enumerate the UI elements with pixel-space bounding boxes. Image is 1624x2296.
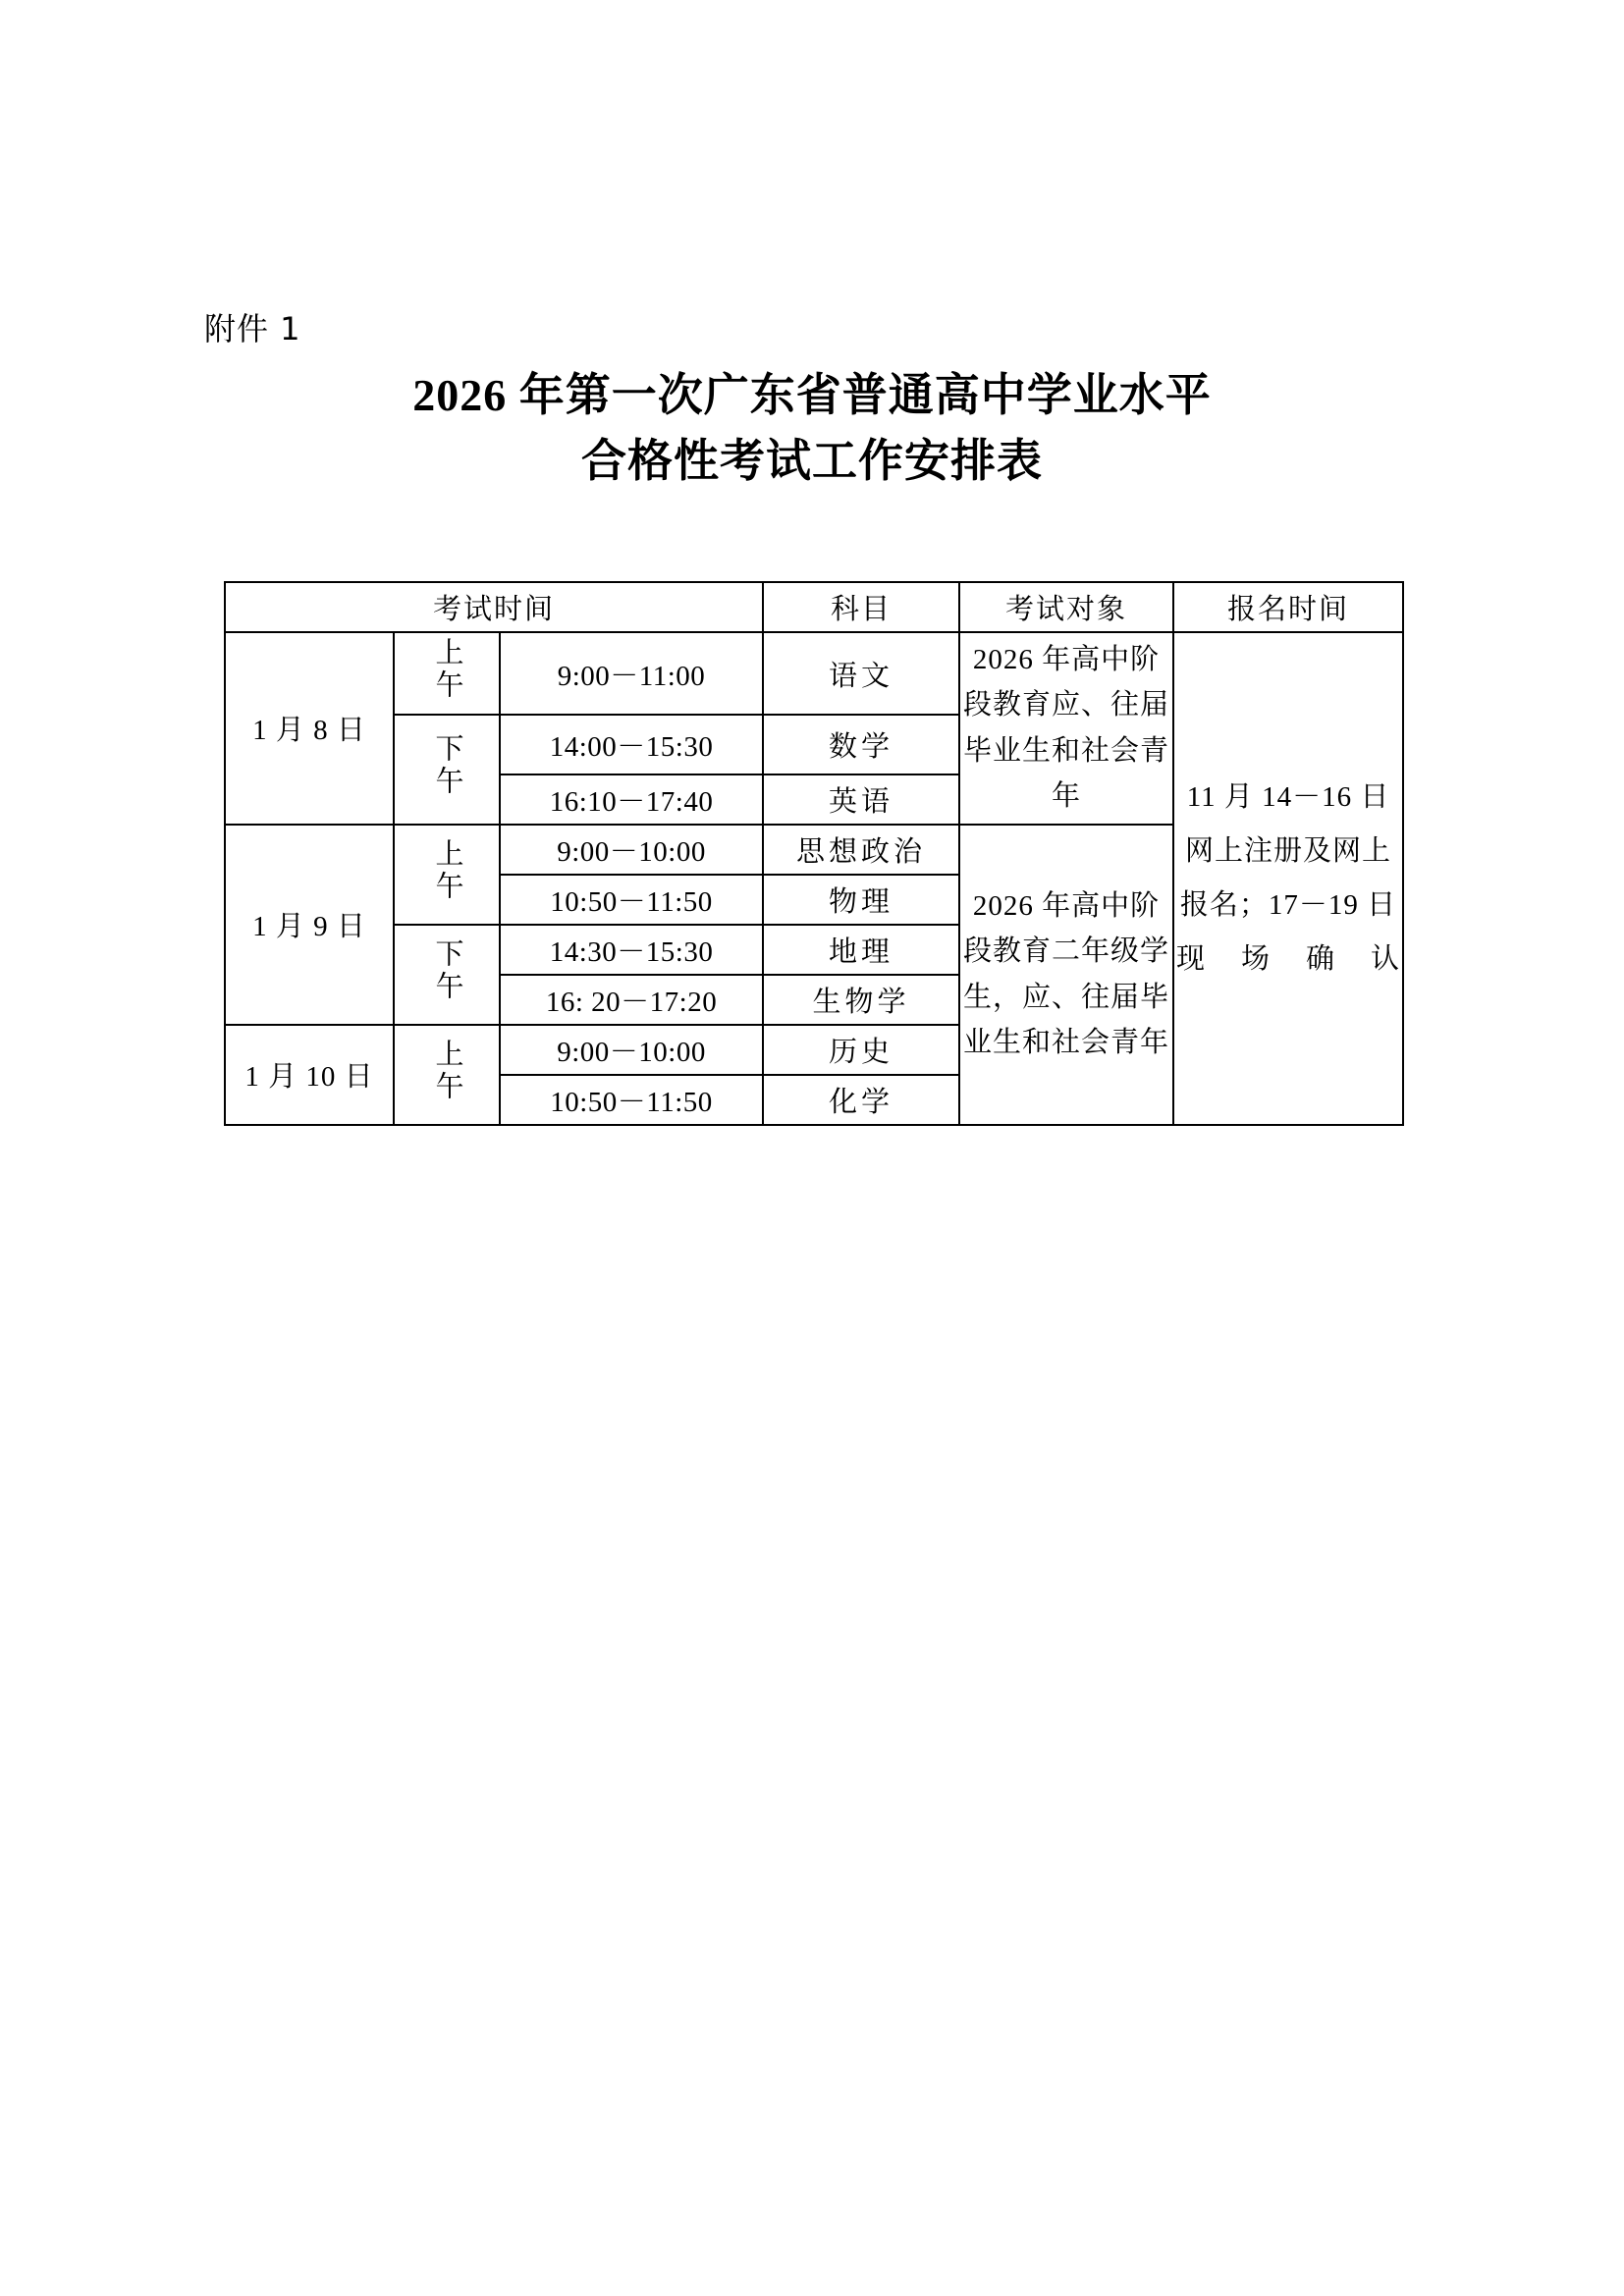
- half-day-label: [394, 825, 500, 925]
- subject-cell: 思想政治: [763, 825, 959, 875]
- exam-time-cell: 9:00－10:00: [500, 825, 763, 875]
- subject-cell: 数学: [763, 715, 959, 774]
- target-cell: 2026 年高中阶段教育应、往届毕业生和社会青年: [959, 632, 1173, 825]
- page-title-line-2: 合格性考试工作安排表: [581, 435, 1043, 486]
- half-day-label: [394, 1025, 500, 1125]
- page-title: [0, 363, 1624, 494]
- half-day-label: [394, 925, 500, 1025]
- subject-cell: 物理: [763, 875, 959, 925]
- half-day-text: 下午: [431, 937, 463, 1003]
- half-day-label: [394, 632, 500, 715]
- subject-cell: 历史: [763, 1025, 959, 1075]
- half-day-text: 上午: [431, 1038, 463, 1103]
- exam-time-cell: 14:30－15:30: [500, 925, 763, 975]
- half-day-text: 上午: [431, 837, 463, 903]
- attachment-label: 附件 1: [204, 310, 301, 347]
- exam-time-cell: 16:10－17:40: [500, 774, 763, 825]
- exam-time-cell: 16: 20－17:20: [500, 975, 763, 1025]
- day-label: 1 月 10 日: [225, 1025, 394, 1125]
- header-signup-time: 报名时间: [1173, 582, 1403, 632]
- day-label: 1 月 8 日: [225, 632, 394, 825]
- exam-time-cell: 10:50－11:50: [500, 1075, 763, 1125]
- subject-cell: 地理: [763, 925, 959, 975]
- subject-cell: 语文: [763, 632, 959, 715]
- target-cell: 2026 年高中阶段教育二年级学生，应、往届毕业生和社会青年: [959, 825, 1173, 1125]
- subject-cell: 生物学: [763, 975, 959, 1025]
- exam-schedule-table: [224, 581, 1404, 1126]
- half-day-label: [394, 715, 500, 825]
- exam-time-cell: 10:50－11:50: [500, 875, 763, 925]
- subject-cell: 英语: [763, 774, 959, 825]
- subject-cell: 化学: [763, 1075, 959, 1125]
- header-subject: 科目: [763, 582, 959, 632]
- day-label: 1 月 9 日: [225, 825, 394, 1025]
- exam-time-cell: 9:00－10:00: [500, 1025, 763, 1075]
- exam-time-cell: 9:00－11:00: [500, 632, 763, 715]
- table-row: [225, 632, 1403, 715]
- table-header-row: [225, 582, 1403, 632]
- half-day-text: 下午: [431, 732, 463, 798]
- header-exam-time: 考试时间: [225, 582, 763, 632]
- signup-time-cell: 11 月 14－16 日网上注册及网上报名；17－19 日现场确认: [1173, 632, 1403, 1125]
- page-title-line-1: 2026 年第一次广东省普通高中学业水平: [412, 370, 1212, 420]
- header-target: 考试对象: [959, 582, 1173, 632]
- exam-time-cell: 14:00－15:30: [500, 715, 763, 774]
- half-day-text: 上午: [431, 637, 463, 702]
